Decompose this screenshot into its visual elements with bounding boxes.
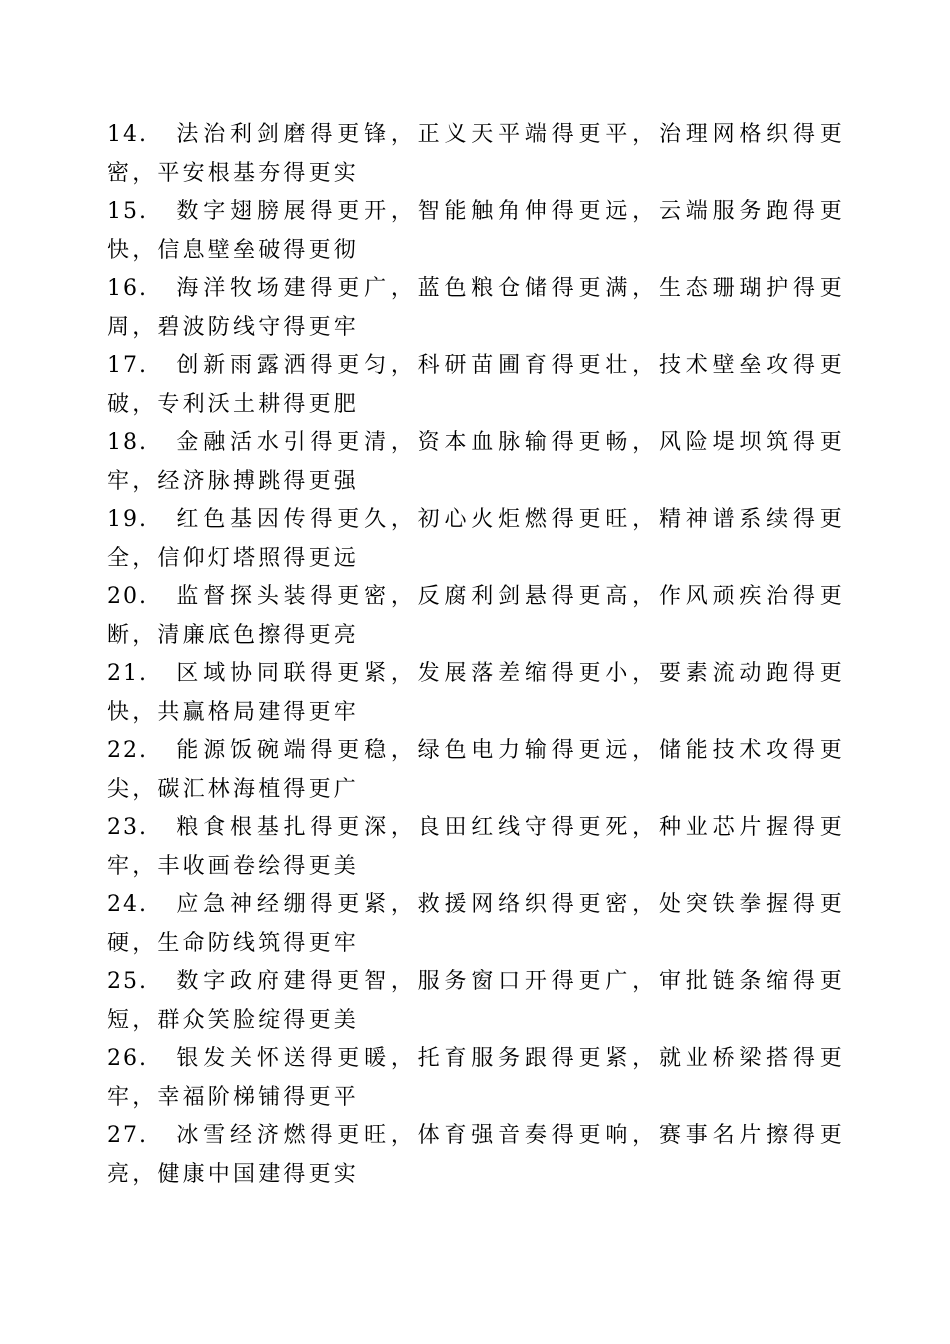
item-number: 19. [107,507,148,532]
item-number: 24. [107,892,148,917]
list-item [107,501,845,578]
item-number: 20. [107,584,148,609]
item-number: 27. [107,1123,148,1148]
item-text: 能源饭碗端得更稳，绿色电力输得更远，储能技术攻得更尖，碳汇林海植得更广 [107,738,845,802]
numbered-list [107,116,845,1194]
list-item [107,1117,845,1194]
item-number: 14. [107,122,148,147]
item-text: 区域协同联得更紧，发展落差缩得更小，要素流动跑得更快，共赢格局建得更牢 [107,661,845,725]
list-item [107,116,845,193]
item-number: 21. [107,661,148,686]
list-item [107,347,845,424]
list-item [107,424,845,501]
list-item [107,270,845,347]
item-number: 25. [107,969,148,994]
list-item [107,655,845,732]
list-item [107,1040,845,1117]
item-number: 26. [107,1046,148,1071]
item-text: 数字翅膀展得更开，智能触角伸得更远，云端服务跑得更快，信息壁垒破得更彻 [107,199,845,263]
item-text: 粮食根基扎得更深，良田红线守得更死，种业芯片握得更牢，丰收画卷绘得更美 [107,815,845,879]
item-text: 银发关怀送得更暖，托育服务跟得更紧，就业桥梁搭得更牢，幸福阶梯铺得更平 [107,1046,845,1110]
item-text: 海洋牧场建得更广，蓝色粮仓储得更满，生态珊瑚护得更周，碧波防线守得更牢 [107,276,845,340]
item-text: 应急神经绷得更紧，救援网络织得更密，处突铁拳握得更硬，生命防线筑得更牢 [107,892,845,956]
item-number: 18. [107,430,148,455]
list-item [107,809,845,886]
item-number: 17. [107,353,148,378]
item-text: 冰雪经济燃得更旺，体育强音奏得更响，赛事名片擦得更亮，健康中国建得更实 [107,1123,845,1187]
item-text: 数字政府建得更智，服务窗口开得更广，审批链条缩得更短，群众笑脸绽得更美 [107,969,845,1033]
item-text: 红色基因传得更久，初心火炬燃得更旺，精神谱系续得更全，信仰灯塔照得更远 [107,507,845,571]
list-item [107,732,845,809]
item-text: 金融活水引得更清，资本血脉输得更畅，风险堤坝筑得更牢，经济脉搏跳得更强 [107,430,845,494]
item-number: 23. [107,815,148,840]
item-number: 16. [107,276,148,301]
item-text: 法治利剑磨得更锋，正义天平端得更平，治理网格织得更密，平安根基夯得更实 [107,122,845,186]
item-text: 创新雨露洒得更匀，科研苗圃育得更壮，技术壁垒攻得更破，专利沃土耕得更肥 [107,353,845,417]
list-item [107,963,845,1040]
item-number: 15. [107,199,148,224]
list-item [107,886,845,963]
list-item [107,193,845,270]
list-item [107,578,845,655]
item-number: 22. [107,738,148,763]
item-text: 监督探头装得更密，反腐利剑悬得更高，作风顽疾治得更断，清廉底色擦得更亮 [107,584,845,648]
